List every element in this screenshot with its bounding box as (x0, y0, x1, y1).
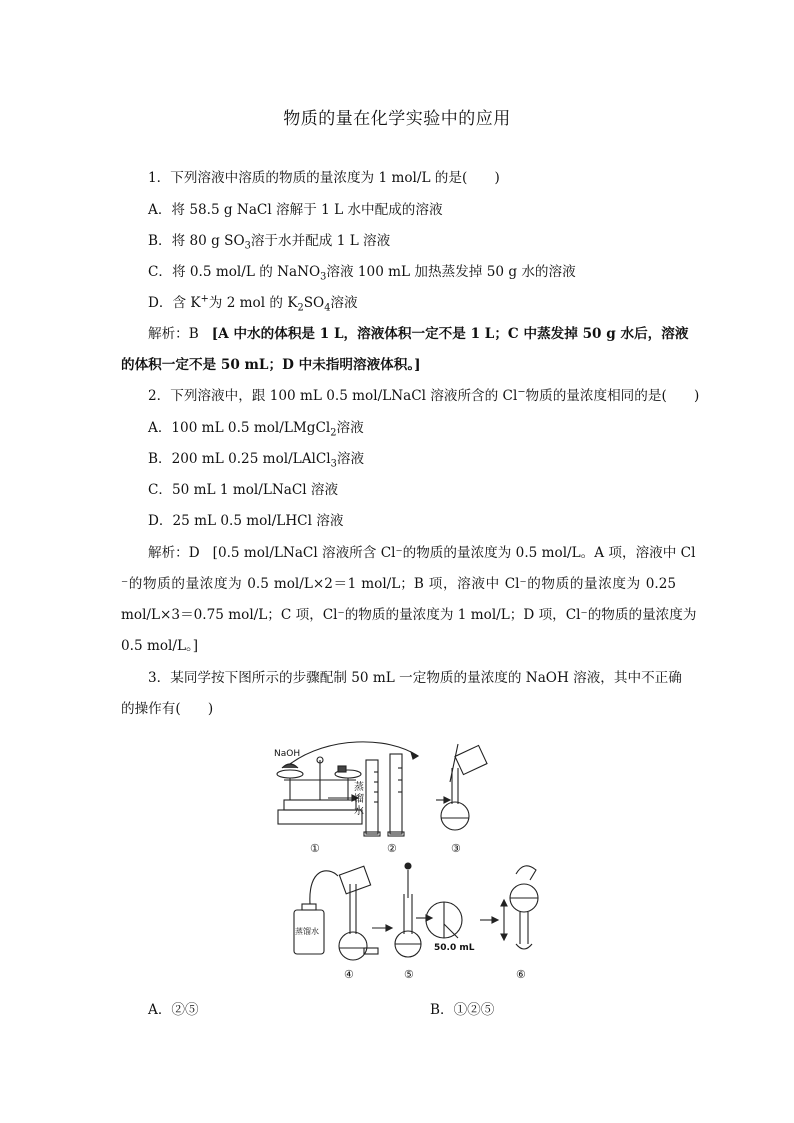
q3-option-a: A．②⑤ (148, 1002, 199, 1018)
q2-option-d: D．25 mL 0.5 mol/LHCl 溶液 (148, 513, 344, 529)
q1-option-b: B．将 80 g $SO_3$溶于水并配成 1 L 溶液 (148, 233, 391, 252)
step-1-label: ① (310, 842, 320, 855)
q2-analysis-line4: 0.5 mol/L。] (121, 638, 199, 654)
wash-bottle-illustration (294, 866, 371, 960)
bottle-label: 蒸馏水 (295, 927, 319, 936)
q2-analysis-line2: ⁻的物质的量浓度为 0.5 mol/L×2＝1 mol/L；B 项，溶液中 Cl⁻的物质的量浓度为 0.25 (121, 576, 676, 592)
volumetric-flask-pour-illustration (436, 744, 487, 830)
graduated-cylinder-illustration (364, 754, 404, 836)
invert-flask-illustration (501, 866, 538, 949)
q3-stem-line1: 3．某同学按下图所示的步骤配制 50 mL 一定物质的量浓度的 NaOH 溶液，其中不正确 (148, 670, 682, 686)
q1-stem: 1．下列溶液中溶质的物质的量浓度为 1 mol/L 的是( ) (148, 170, 500, 186)
solution-preparation-figure (268, 738, 548, 988)
q1-option-c: C．将 0.5 mol/L 的 NaNO$_3$溶液 100 mL 加热蒸发掉 50 g 水的溶液 (148, 264, 576, 283)
q1-analysis-line2: 的体积一定不是 50 mL；D 中未指明溶液体积。] (121, 357, 421, 373)
step-5-label: ⑤ (404, 968, 414, 981)
step-3-label: ③ (451, 842, 461, 855)
q2-option-c: C．50 mL 1 mol/LNaCl 溶液 (148, 482, 339, 498)
q1-option-d: D．含 K+为 2 mol 的 $K_2SO_4$溶液 (148, 293, 358, 314)
balance-illustration (277, 757, 362, 824)
page-title: 物质的量在化学实验中的应用 (283, 109, 511, 129)
q1-analysis-line1: 解析：B [A 中水的体积是 1 L，溶液体积一定不是 1 L；C 中蒸发掉 50 g 水后，溶液 (148, 326, 689, 342)
q3-option-b: B．①②⑤ (430, 1002, 495, 1018)
step-4-label: ④ (344, 968, 354, 981)
water-label-3: 水 (354, 806, 364, 817)
q2-analysis-line1: 解析：D [0.5 mol/LNaCl 溶液所含 Cl⁻的物质的量浓度为 0.5 mol/L。A 项，溶液中 Cl (148, 545, 696, 561)
step-6-label: ⑥ (516, 968, 526, 981)
q2-analysis-line3: mol/L×3＝0.75 mol/L；C 项，Cl⁻的物质的量浓度为 1 mol/L；D 项，Cl⁻的物质的量浓度为 (121, 607, 697, 623)
q2-option-a: A．100 mL 0.5 mol/LMgCl$_2$溶液 (148, 420, 364, 439)
water-label-2: 馏 (354, 794, 364, 805)
water-label-1: 蒸 (354, 782, 364, 793)
volume-label: 50.0 mL (434, 943, 475, 953)
q2-stem: 2．下列溶液中，跟 100 mL 0.5 mol/LNaCl 溶液所含的 Cl−物质的量浓度相同的是( ) (148, 386, 700, 404)
step-2-label: ② (387, 842, 397, 855)
naoh-label: NaOH (274, 749, 301, 759)
q1-option-a: A．将 58.5 g NaCl 溶解于 1 L 水中配成的溶液 (148, 202, 443, 218)
q2-option-b: B．200 mL 0.25 mol/LAlCl$_3$溶液 (148, 451, 365, 470)
q3-stem-line2: 的操作有( ) (121, 701, 214, 717)
